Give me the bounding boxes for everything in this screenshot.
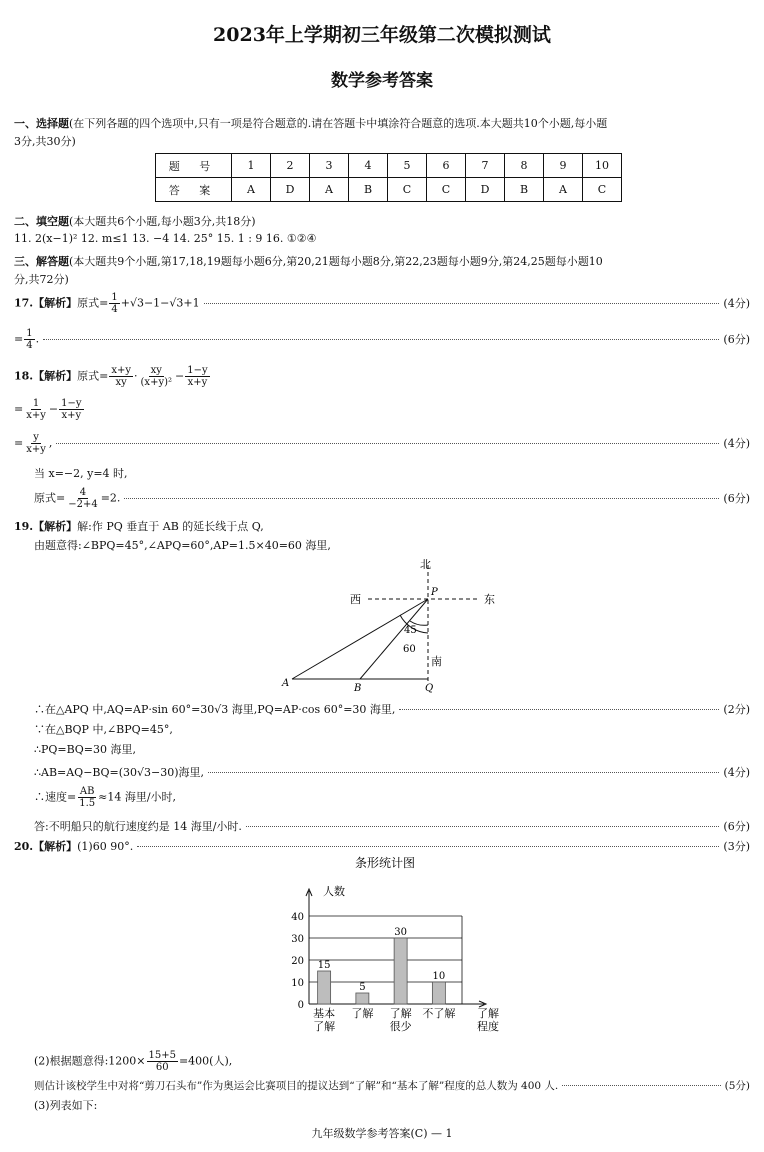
section1-text: (在下列各题的四个选项中,只有一项是符合题意的.请在答题卡中填涂符合题意的选项.本大题共10个小题,每小题	[69, 117, 608, 130]
table-cell: 3	[310, 154, 349, 178]
point-p-label: P	[431, 587, 438, 598]
east-label: 东	[484, 593, 495, 606]
denominator: x+y	[187, 377, 208, 388]
q18-line5	[34, 487, 750, 510]
expr: =	[14, 402, 24, 416]
expr: (1)60 90°.	[77, 840, 134, 853]
expr: ∴AB=AQ−BQ=(30√3−30)海里,	[34, 766, 205, 779]
fraction	[185, 365, 209, 388]
section3-text: (本大题共9个小题,第17,18,19题每小题6分,第20,21题每小题8分,第22,23题每小题9分,第24,25题每小题10	[69, 255, 603, 268]
leader-dots	[137, 846, 719, 847]
x-tick-label: 了解很少	[389, 1007, 412, 1033]
leader-dots	[562, 1085, 720, 1086]
q19-line8	[34, 818, 750, 834]
table-cell: C	[388, 178, 427, 202]
expr: =	[14, 436, 24, 450]
point-q-label: Q	[425, 683, 434, 694]
leader-dots	[124, 498, 719, 499]
section1-instruction-2: 3分,共30分)	[14, 135, 76, 148]
denominator: 4	[111, 304, 118, 315]
y-tick-label: 30	[291, 934, 304, 945]
q19-line3	[34, 701, 750, 717]
section2-answers: 11. 2(x−1)² 12. m≤1 13. −4 14. 25° 15. 1 : 9 16. ①②④	[14, 232, 317, 245]
section2-text: (本大题共6个小题,每小题3分,共18分)	[69, 215, 256, 228]
denominator: x+y	[26, 444, 46, 455]
section2-instruction	[14, 213, 256, 229]
fraction	[139, 365, 174, 388]
bar-value-label: 5	[359, 982, 366, 993]
points: (4分)	[723, 766, 750, 779]
y-tick-label: 40	[291, 912, 304, 923]
section1-heading: 一、选择题	[14, 117, 69, 130]
table-cell: 2	[271, 154, 310, 178]
y-tick-label: 0	[297, 1000, 304, 1011]
denominator: x+y	[61, 410, 82, 421]
fraction	[24, 328, 34, 351]
section3-instruction-2: 分,共72分)	[14, 273, 69, 286]
q18-line4: 当 x=−2, y=4 时,	[34, 467, 128, 480]
numerator: y	[33, 432, 39, 443]
expr: +√3−1−√3+1	[120, 296, 200, 310]
fraction	[147, 1050, 178, 1073]
bar-chart	[285, 855, 500, 1040]
q18-line1	[14, 365, 211, 388]
chart-bars	[318, 938, 446, 1004]
denominator: x+y	[26, 410, 46, 421]
angle-45-label: 45	[404, 625, 417, 636]
expr: 则估计该校学生中对将“剪刀石头布”作为奥运会比赛项目的提议达到“了解”和“基本了解”程度的总人数为 400 人.	[34, 1080, 559, 1092]
q20-line2	[34, 1050, 232, 1073]
denominator: xy	[115, 377, 127, 388]
page-subtitle: 数学参考答案	[331, 71, 433, 91]
points: (4分)	[723, 296, 750, 310]
points: (3分)	[723, 840, 750, 853]
bar	[432, 982, 445, 1004]
leader-dots	[399, 709, 719, 710]
q18-tag: 18.【解析】	[14, 369, 78, 383]
x-tick-label: 基本了解	[313, 1007, 336, 1033]
table-cell: C	[583, 178, 622, 202]
table-cell: D	[271, 178, 310, 202]
bar-value-label: 15	[317, 960, 331, 971]
q19-line1	[14, 518, 264, 534]
expr: −	[48, 402, 59, 416]
geometry-diagram	[270, 555, 510, 695]
point-b-label: B	[354, 683, 362, 694]
section2-heading: 二、填空题	[14, 215, 69, 228]
table-row	[156, 154, 622, 178]
table-cell: A	[232, 178, 271, 202]
q20-line4: (3)列表如下:	[34, 1099, 98, 1112]
q19-line6	[34, 764, 750, 780]
fraction	[66, 487, 99, 510]
points: (2分)	[723, 703, 750, 716]
fraction	[24, 432, 48, 455]
west-label: 西	[350, 593, 361, 606]
leader-dots	[56, 443, 719, 444]
expr: ∴速度=	[34, 790, 77, 804]
bar-value-label: 10	[432, 971, 446, 982]
north-label: 北	[420, 558, 431, 571]
x-tick-label: 不了解	[422, 1007, 456, 1020]
expr: −	[175, 369, 185, 383]
bar	[356, 993, 369, 1004]
expr: =2.	[100, 491, 121, 505]
q19-line2: 由题意得:∠BPQ=45°,∠APQ=60°,AP=1.5×40=60 海里,	[34, 539, 331, 552]
south-label: 南	[431, 655, 442, 668]
fraction	[109, 365, 133, 388]
fraction	[59, 398, 83, 421]
angle-60-label: 60	[403, 644, 416, 655]
q18-line3	[14, 432, 750, 455]
numerator: x+y	[111, 365, 132, 376]
page-title: 2023年上学期初三年级第二次模拟测试	[213, 24, 551, 46]
table-header-cell: 答 案	[156, 178, 232, 202]
fraction	[109, 292, 119, 315]
table-cell: C	[427, 178, 466, 202]
leader-dots	[43, 339, 719, 340]
numerator: 4	[79, 487, 87, 498]
table-header-cell: 题 号	[156, 154, 232, 178]
x-tick-label: 了解	[351, 1007, 374, 1020]
bar-value-label: 30	[394, 927, 407, 938]
table-cell: 4	[349, 154, 388, 178]
numerator: xy	[150, 365, 162, 376]
q20-line3	[34, 1078, 750, 1093]
chart-title: 条形统计图	[354, 856, 416, 870]
table-cell: A	[544, 178, 583, 202]
table-cell: 6	[427, 154, 466, 178]
q17-line2	[14, 328, 750, 351]
y-tick-label: 20	[291, 956, 304, 967]
expr: ,	[48, 436, 53, 450]
q20-line1	[14, 838, 750, 854]
table-cell: 1	[232, 154, 271, 178]
expr: ≈14 海里/小时,	[98, 790, 177, 804]
table-cell: 10	[583, 154, 622, 178]
expr: .	[35, 332, 40, 346]
expr: ·	[134, 369, 138, 383]
points: (6分)	[723, 491, 750, 505]
fraction	[77, 786, 97, 809]
points: (4分)	[723, 436, 750, 450]
expr: ∴在△APQ 中,AQ=AP·sin 60°=30√3 海里,PQ=AP·cos 60°=30 海里,	[34, 703, 396, 716]
q19-line4: ∵在△BQP 中,∠BPQ=45°,	[34, 723, 173, 736]
fraction	[24, 398, 48, 421]
table-cell: 8	[505, 154, 544, 178]
expr: =400(人),	[178, 1054, 233, 1068]
numerator: 1	[26, 328, 33, 339]
table-cell: D	[466, 178, 505, 202]
y-tick-label: 10	[291, 978, 304, 989]
leader-dots	[204, 303, 720, 304]
points: (6分)	[723, 820, 750, 833]
expr: 原式=	[77, 369, 109, 383]
points: (6分)	[723, 332, 750, 346]
numerator: 1−y	[61, 398, 82, 409]
denominator: (x+y)²	[140, 377, 173, 388]
bar	[318, 971, 331, 1004]
numerator: 15+5	[148, 1050, 176, 1061]
points: (5分)	[724, 1080, 750, 1092]
bar	[394, 938, 407, 1004]
table-cell: 5	[388, 154, 427, 178]
x-axis-label: 了解程度	[477, 1007, 499, 1033]
expr: 答:不明船只的航行速度约是 14 海里/小时.	[34, 820, 242, 833]
expr: =	[14, 332, 24, 346]
q19-line7	[34, 786, 176, 809]
table-cell: 7	[466, 154, 505, 178]
y-axis-label: 人数	[323, 885, 345, 898]
answer-table	[155, 153, 622, 202]
table-cell: B	[349, 178, 388, 202]
table-cell: B	[505, 178, 544, 202]
expr: 原式=	[77, 296, 109, 310]
page-footer: 九年级数学参考答案(C) — 1	[311, 1127, 453, 1140]
q17-tag: 17.【解析】	[14, 296, 78, 310]
q19-line5: ∴PQ=BQ=30 海里,	[34, 743, 136, 756]
numerator: AB	[79, 786, 95, 797]
denominator: −2+4	[68, 499, 98, 510]
table-cell: A	[310, 178, 349, 202]
numerator: 1	[111, 292, 118, 303]
expr: 解:作 PQ 垂直于 AB 的延长线于点 Q,	[77, 520, 264, 533]
numerator: 1	[32, 398, 40, 409]
leader-dots	[246, 826, 720, 827]
q18-line2	[14, 398, 85, 421]
numerator: 1−y	[187, 365, 208, 376]
section1-instruction	[14, 115, 607, 131]
point-a-label: A	[282, 678, 290, 689]
denominator: 1.5	[79, 798, 96, 809]
section3-instruction	[14, 253, 603, 269]
q19-tag: 19.【解析】	[14, 520, 78, 533]
leader-dots	[208, 772, 719, 773]
section3-heading: 三、解答题	[14, 255, 69, 268]
expr: (2)根据题意得:1200×	[34, 1054, 146, 1068]
denominator: 4	[26, 340, 33, 351]
q17-line1	[14, 292, 750, 315]
table-row	[156, 178, 622, 202]
table-cell: 9	[544, 154, 583, 178]
q20-tag: 20.【解析】	[14, 840, 78, 853]
denominator: 60	[155, 1062, 169, 1073]
expr: 原式=	[34, 491, 66, 505]
